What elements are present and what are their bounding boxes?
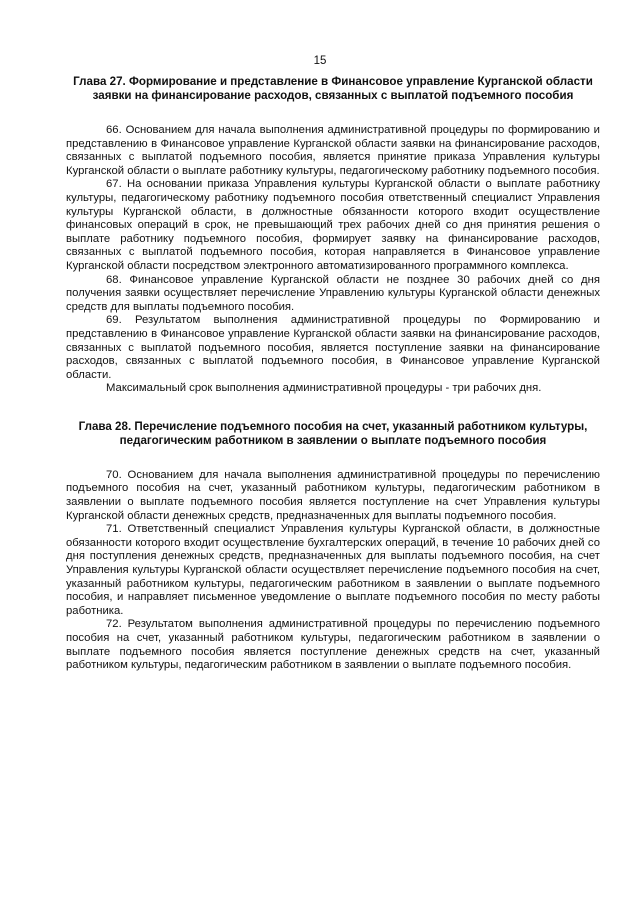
paragraph-69: 69. Результатом выполнения административной процедуры по Формированию и представлению в Финансовое управление Курганской области заявки на финансирование расходов, связанных с выплатой подъемного пособия, является поступление заявки на финансирование расходов, связанных с выплатой подъемного пособия, в Финансовое управление Курганской области. (66, 314, 600, 381)
paragraph-71: 71. Ответственный специалист Управления культуры Курганской области, в должностные обязанности которого входит осуществление бухгалтерских операций, в течение 10 рабочих дней со дня поступления денежных средств, предназначенных для выплаты подъемного пособия, на счет Управления культуры Курганской области осуществляет перечисление подъемного пособия на счет, указанный работником культуры, педагогическим работником в заявлении о выплате подъемного пособия, и направляет письменное уведомление о выплате подъемного пособия по месту работы работника. (66, 523, 600, 617)
scan-artifact (270, 0, 350, 4)
paragraph-72: 72. Результатом выполнения административной процедуры по перечислению подъемного пособия на счет, указанный работником культуры, педагогическим работником в заявлении о выплате подъемного пособия является поступление денежных средств на счет, указанный работником культуры, педагогическим работником в заявлении о выплате подъемного пособия. (66, 618, 600, 672)
document-body (66, 75, 600, 673)
paragraph-67: 67. На основании приказа Управления культуры Курганской области о выплате работнику культуры, педагогическому работнику подъемного пособия ответственный специалист Управления культуры Курганской области, в должностные обязанности которого входит осуществление финансовых операций в срок, не превышающий трех рабочих дней со дня принятия решения о выплате работнику подъемного пособия, формирует заявку на финансирование расходов, связанных с выплатой подъемного пособия, которая направляется в Финансовое управление Курганской области посредством электронного автоматизированного программного комплекса. (66, 178, 600, 272)
chapter-27-heading: Глава 27. Формирование и представление в Финансовое управление Курганской области заявки на финансирование расходов, связанных с выплатой подъемного пособия (73, 75, 593, 102)
paragraph-70: 70. Основанием для начала выполнения административной процедуры по перечислению подъемного пособия на счет, указанный работником культуры, педагогическим работником в заявлении о выплате подъемного пособия является поступление на счет Управления культуры Курганской области денежных средств, предназначенных для выплаты подъемного пособия. (66, 468, 600, 522)
page-number: 15 (313, 55, 327, 67)
paragraph-max-term: Максимальный срок выполнения административной процедуры - три рабочих дня. (106, 382, 542, 395)
paragraph-66: 66. Основанием для начала выполнения административной процедуры по формированию и представлению в Финансовое управление Курганской области заявки на финансирование расходов, связанных с выплатой подъемного пособия, является принятие приказа Управления культуры Курганской области о выплате работнику культуры, педагогическому работнику подъемного пособия. (66, 124, 600, 177)
paragraph-68: 68. Финансовое управление Курганской области не позднее 30 рабочих дней со дня получения заявки осуществляет перечисление Управлению культуры Курганской области денежных средств для выплаты подъемного пособия. (66, 273, 600, 313)
chapter-28-heading: Глава 28. Перечисление подъемного пособия на счет, указанный работником культуры, педагогическим работником в заявлении о выплате подъемного пособия (78, 419, 588, 447)
